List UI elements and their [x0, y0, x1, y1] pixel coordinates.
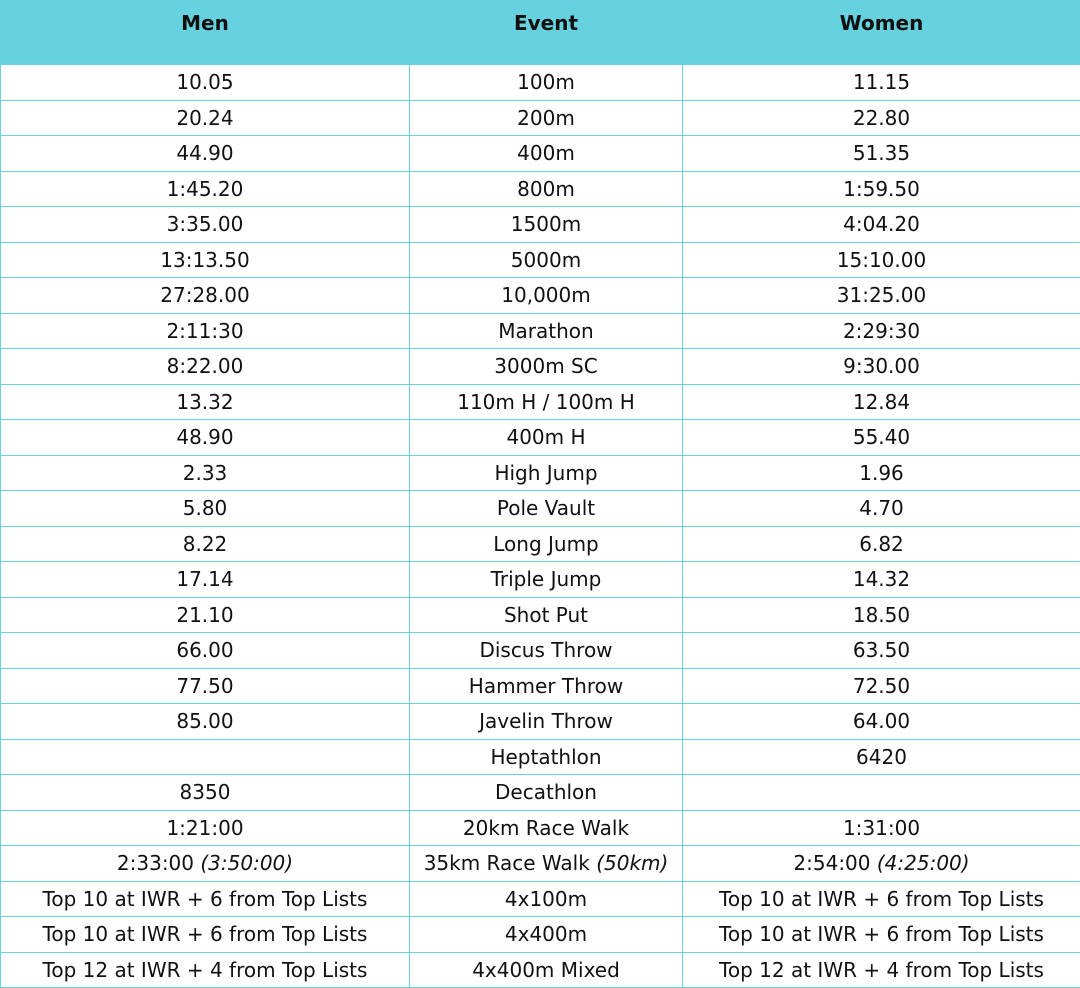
women-cell: Top 12 at IWR + 4 from Top Lists — [683, 952, 1080, 988]
table-row — [1, 100, 1080, 136]
women-cell: 6.82 — [683, 526, 1080, 562]
women-cell: 15:10.00 — [683, 242, 1080, 278]
women-cell: 4.70 — [683, 491, 1080, 527]
event-cell: 3000m SC — [410, 349, 683, 385]
table-row — [1, 526, 1080, 562]
table-row — [1, 846, 1080, 882]
table-row — [1, 65, 1080, 101]
header-row — [1, 1, 1080, 65]
men-cell: 66.00 — [1, 633, 410, 669]
table-row — [1, 633, 1080, 669]
men-cell: 44.90 — [1, 136, 410, 172]
table-row — [1, 491, 1080, 527]
men-cell: 3:35.00 — [1, 207, 410, 243]
event-cell: 400m — [410, 136, 683, 172]
event-cell: Marathon — [410, 313, 683, 349]
women-cell: 72.50 — [683, 668, 1080, 704]
event-cell: 20km Race Walk — [410, 810, 683, 846]
event-cell: Decathlon — [410, 775, 683, 811]
table-header — [1, 1, 1080, 65]
event-cell: Pole Vault — [410, 491, 683, 527]
table-row — [1, 881, 1080, 917]
event-cell: 800m — [410, 171, 683, 207]
event-cell: 400m H — [410, 420, 683, 456]
table-row — [1, 420, 1080, 456]
women-cell: 12.84 — [683, 384, 1080, 420]
table-row — [1, 739, 1080, 775]
men-cell: 20.24 — [1, 100, 410, 136]
event-cell — [410, 846, 683, 882]
table-row — [1, 313, 1080, 349]
women-cell: 11.15 — [683, 65, 1080, 101]
men-cell: 10.05 — [1, 65, 410, 101]
event-cell: High Jump — [410, 455, 683, 491]
table-row — [1, 775, 1080, 811]
event-cell: 200m — [410, 100, 683, 136]
event-cell: 4x400m — [410, 917, 683, 953]
event-cell: 1500m — [410, 207, 683, 243]
men-cell: 21.10 — [1, 597, 410, 633]
men-cell — [1, 846, 410, 882]
table-row — [1, 171, 1080, 207]
women-cell: Top 10 at IWR + 6 from Top Lists — [683, 881, 1080, 917]
men-cell: 1:45.20 — [1, 171, 410, 207]
event-cell: Heptathlon — [410, 739, 683, 775]
women-value: 2:54:00 — [793, 851, 870, 875]
header-men: Men — [1, 1, 410, 65]
event-cell: 10,000m — [410, 278, 683, 314]
men-cell: 85.00 — [1, 704, 410, 740]
event-cell: 100m — [410, 65, 683, 101]
event-alt-value: (50km) — [596, 851, 668, 875]
women-cell: 9:30.00 — [683, 349, 1080, 385]
men-cell: 8350 — [1, 775, 410, 811]
men-cell: 8.22 — [1, 526, 410, 562]
men-cell: 2.33 — [1, 455, 410, 491]
table-row — [1, 562, 1080, 598]
women-alt-value: (4:25:00) — [877, 851, 970, 875]
table-row — [1, 668, 1080, 704]
event-cell: 4x100m — [410, 881, 683, 917]
table-row — [1, 455, 1080, 491]
men-cell — [1, 739, 410, 775]
women-cell: 64.00 — [683, 704, 1080, 740]
men-cell: 17.14 — [1, 562, 410, 598]
women-cell: 1:59.50 — [683, 171, 1080, 207]
event-cell: 4x400m Mixed — [410, 952, 683, 988]
women-cell: 51.35 — [683, 136, 1080, 172]
table-row — [1, 917, 1080, 953]
men-cell: Top 12 at IWR + 4 from Top Lists — [1, 952, 410, 988]
table-row — [1, 207, 1080, 243]
women-cell: 63.50 — [683, 633, 1080, 669]
women-cell — [683, 775, 1080, 811]
table-row — [1, 278, 1080, 314]
men-cell: 13:13.50 — [1, 242, 410, 278]
men-cell: 48.90 — [1, 420, 410, 456]
men-cell: 77.50 — [1, 668, 410, 704]
women-cell: 1.96 — [683, 455, 1080, 491]
table-row — [1, 810, 1080, 846]
event-cell: 5000m — [410, 242, 683, 278]
women-cell: 18.50 — [683, 597, 1080, 633]
event-value: 35km Race Walk — [424, 851, 590, 875]
men-cell: 2:11:30 — [1, 313, 410, 349]
table-body — [1, 65, 1080, 988]
event-cell: Discus Throw — [410, 633, 683, 669]
men-cell: 8:22.00 — [1, 349, 410, 385]
men-cell: 27:28.00 — [1, 278, 410, 314]
men-alt-value: (3:50:00) — [200, 851, 293, 875]
table-row — [1, 242, 1080, 278]
women-cell: 1:31:00 — [683, 810, 1080, 846]
women-cell: Top 10 at IWR + 6 from Top Lists — [683, 917, 1080, 953]
header-event: Event — [410, 1, 683, 65]
table-row — [1, 349, 1080, 385]
women-cell: 22.80 — [683, 100, 1080, 136]
event-cell: Hammer Throw — [410, 668, 683, 704]
event-cell: Triple Jump — [410, 562, 683, 598]
men-cell: 1:21:00 — [1, 810, 410, 846]
table-row — [1, 952, 1080, 988]
women-cell: 2:29:30 — [683, 313, 1080, 349]
table-row — [1, 136, 1080, 172]
event-cell: 110m H / 100m H — [410, 384, 683, 420]
women-cell: 31:25.00 — [683, 278, 1080, 314]
men-cell: 13.32 — [1, 384, 410, 420]
men-value: 2:33:00 — [117, 851, 194, 875]
event-cell: Long Jump — [410, 526, 683, 562]
women-cell: 55.40 — [683, 420, 1080, 456]
table-row — [1, 597, 1080, 633]
women-cell: 6420 — [683, 739, 1080, 775]
women-cell: 4:04.20 — [683, 207, 1080, 243]
table-row — [1, 384, 1080, 420]
women-cell: 14.32 — [683, 562, 1080, 598]
women-cell — [683, 846, 1080, 882]
table-row — [1, 704, 1080, 740]
men-cell: 5.80 — [1, 491, 410, 527]
men-cell: Top 10 at IWR + 6 from Top Lists — [1, 881, 410, 917]
event-cell: Shot Put — [410, 597, 683, 633]
men-cell: Top 10 at IWR + 6 from Top Lists — [1, 917, 410, 953]
header-women: Women — [683, 1, 1080, 65]
event-cell: Javelin Throw — [410, 704, 683, 740]
